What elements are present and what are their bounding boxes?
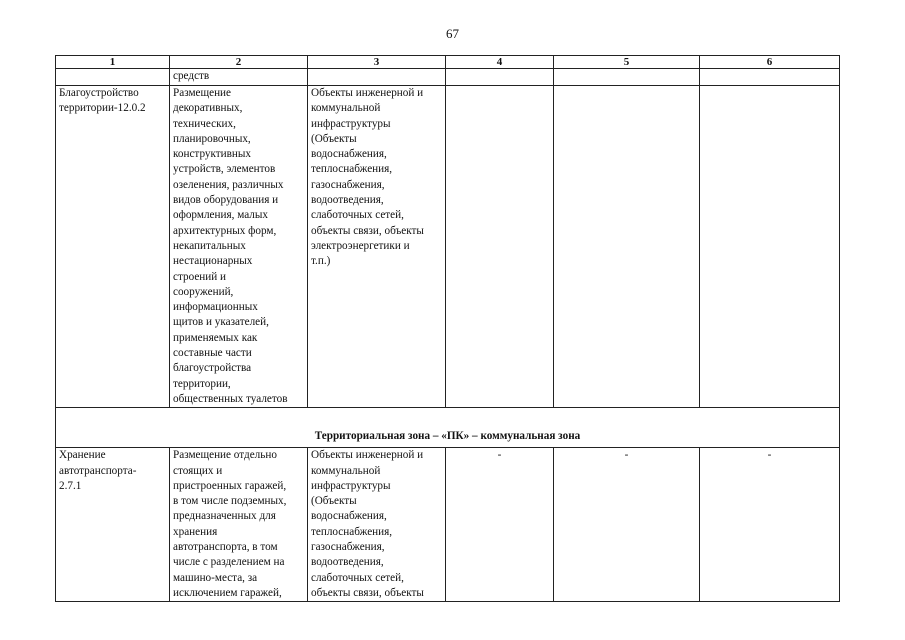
use-type-cell: Благоустройство территории-12.0.2 [56,86,170,408]
table-row [56,448,840,602]
auxiliary-use-cell: Объекты инженерной и коммунальной инфраструктуры (Объекты водоснабжения, теплоснабжения, газоснабжения, водоотведения, слаботочных сетей, объекты связи, объекты электроэнергетики и т.п.) [308,86,446,408]
regulations-table [55,55,840,602]
auxiliary-use-cell: Объекты инженерной и коммунальной инфраструктуры (Объекты водоснабжения, теплоснабжения, газоснабжения, водоотведения, слаботочных сетей, объекты связи, объекты [308,448,446,602]
table-cell [308,69,446,86]
use-type-cell: Хранение автотранспорта- 2.7.1 [56,448,170,602]
header-cell: 5 [554,56,700,69]
header-cell: 1 [56,56,170,69]
header-cell: 3 [308,56,446,69]
table-cell [700,69,840,86]
header-cell: 2 [170,56,308,69]
description-cell: Размещение отдельно стоящих и пристроенных гаражей, в том числе подземных, предназначенных для хранения автотранспорта, в том числе с разделением на машино-места, за исключением гаражей, [170,448,308,602]
header-cell: 4 [446,56,554,69]
table-cell [446,69,554,86]
table-cell: - [554,448,700,602]
page-number: 67 [446,26,459,41]
zone-heading: Территориальная зона – «ПК» – коммунальная зона [56,408,840,448]
table-row [56,86,840,408]
table-cell: средств [170,69,308,86]
table-cell [56,69,170,86]
table-header-row [56,56,840,69]
table-cell [446,86,554,408]
zone-heading-row [56,408,840,448]
table-cell [554,69,700,86]
table-cell: - [700,448,840,602]
table-cell: - [446,448,554,602]
description-cell: Размещение декоративных, технических, планировочных, конструктивных устройств, элементов озеленения, различных видов оборудования и оформления, малых архитектурных форм, некапитальных нестационарных строений и сооружений, информационных щитов и указателей, применяемых как составные части благоустройства территории, общественных туалетов [170,86,308,408]
header-cell: 6 [700,56,840,69]
table-cell [554,86,700,408]
table-cell [700,86,840,408]
table-row [56,69,840,86]
